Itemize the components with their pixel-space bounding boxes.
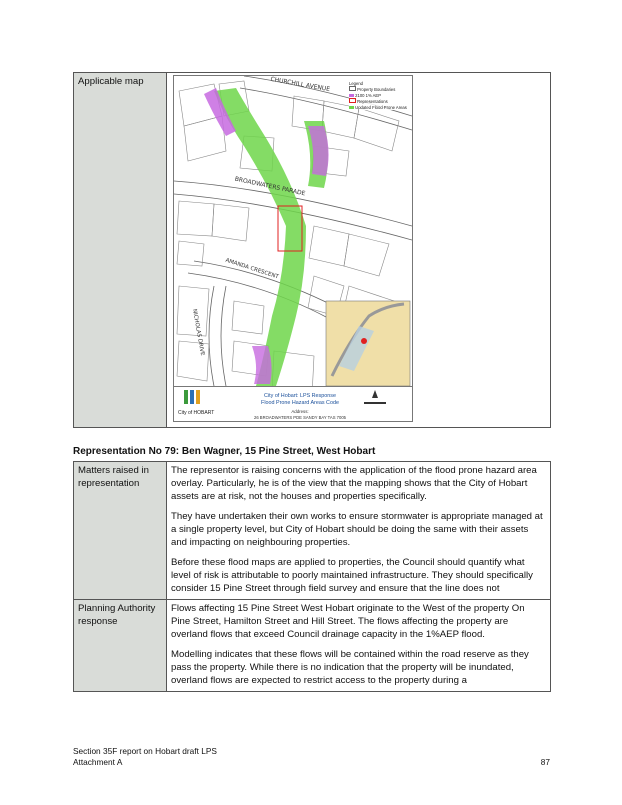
response-paragraph: Modelling indicates that these flows will be contained within the road reserve as they pass the property. While there is no indication that the property will be inundated, overland flows are expected to restrict access to the property during a (171, 649, 529, 686)
flood-map (173, 75, 413, 422)
legend-item-representations: Representations (349, 98, 411, 104)
map-title-line1: City of Hobart: LPS Response (264, 393, 336, 399)
legend-item-property-boundaries: Property Boundaries (349, 86, 411, 92)
map-title-block (174, 386, 412, 422)
flood-map-graphic (174, 76, 412, 421)
matters-paragraph: Before these flood maps are applied to properties, the Council should quantify what level of risk is attributable to poorly maintained infrastructure. They should specifically consider 15 Pine Street through field survey and ensure that the line does not (171, 557, 533, 594)
matters-row (74, 462, 551, 600)
footer-line1: Section 35F report on Hobart draft LPS (73, 746, 217, 756)
map-legend (349, 81, 411, 110)
map-title-line2: Flood Prone Hazard Areas Code (261, 400, 339, 406)
street-label-nicholas: NICHOLAS DRIVE (191, 308, 206, 357)
page-number: 87 (540, 757, 550, 767)
response-paragraph: Flows affecting 15 Pine Street West Hobart originate to the West of the property On Pine Street, Hamilton Street and Hill Street. The flows affecting the property are overland flows that exceed Council drainage capacity in the 1%AEP flood. (171, 603, 525, 640)
response-content (167, 600, 551, 692)
hobart-logo-icon (184, 390, 200, 404)
matters-content (167, 462, 551, 600)
logo-text: City of HOBART (178, 410, 215, 416)
street-label-broadwaters: BROADWATERS PARADE (234, 175, 306, 198)
map-label: Applicable map (74, 73, 167, 428)
legend-title: Legend (349, 81, 363, 86)
matters-label: Matters raised in representation (74, 462, 167, 600)
north-arrow-icon (372, 390, 378, 398)
footer-line2: Attachment A (73, 757, 123, 767)
legend-item-aep: 2100 1% AEP (349, 93, 411, 98)
street-label-churchill: CHURCHILL AVENUE (269, 75, 331, 94)
address-label: Address: (291, 409, 309, 414)
map-row (74, 73, 551, 428)
matters-paragraph: The representor is raising concerns with the application of the flood prone hazard area overlay. Particularly, he is of the view that the mapping shows that the City of Hobart assets are at risk, not the houses and properties specifically. (171, 465, 537, 502)
map-cell (167, 73, 551, 428)
scale-bar-icon (364, 402, 386, 404)
matters-paragraph: They have undertaken their own works to ensure stormwater is appropriate managed at a single property level, but City of Hobart should be doing the same with their assets and impacting on neighbouring properties. (171, 511, 543, 548)
representation-table (73, 461, 551, 692)
address-value: 26 BROADWATERS PDE SANDY BAY TAS 7005 (253, 415, 346, 420)
representation-heading: Representation No 79: Ben Wagner, 15 Pine Street, West Hobart (73, 446, 376, 457)
response-row (74, 600, 551, 692)
legend-item-updated-flood: Updated Flood Prone Areas (349, 105, 411, 110)
street-label-amanda: AMANDA CRESCENT (224, 257, 280, 281)
response-label: Planning Authority response (74, 600, 167, 692)
map-table (73, 72, 551, 428)
